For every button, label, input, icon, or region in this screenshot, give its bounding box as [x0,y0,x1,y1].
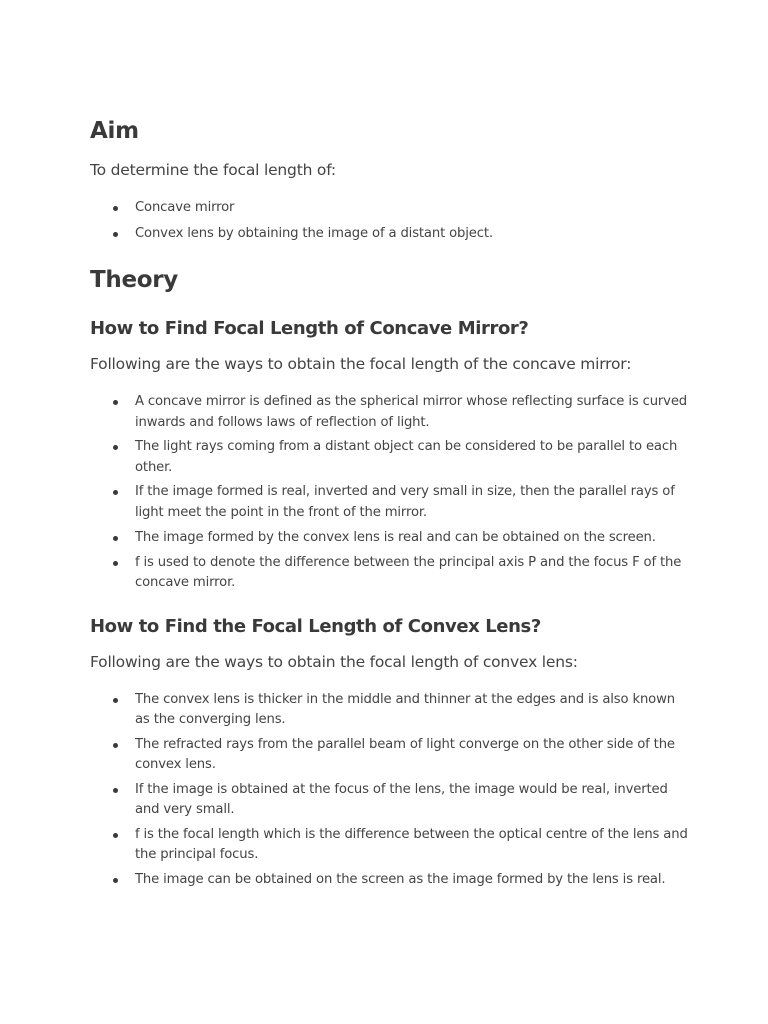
convex-lens-heading: How to Find the Focal Length of Convex Lens? [90,615,541,637]
list-item: If the image formed is real, inverted and very small in size, then the parallel rays of light meet the point in the front of the mirror. [90,482,690,523]
list-item: f is used to denote the difference between the principal axis P and the focus F of the concave mirror. [90,553,690,594]
concave-mirror-intro: Following are the ways to obtain the focal length of the concave mirror: [90,355,632,373]
list-item: Convex lens by obtaining the image of a distant object. [90,224,690,245]
theory-heading: Theory [90,267,178,293]
concave-mirror-heading: How to Find Focal Length of Concave Mirror? [90,318,529,339]
bullet-icon [113,788,118,793]
aim-heading: Aim [90,118,139,144]
convex-lens-intro: Following are the ways to obtain the focal length of convex lens: [90,652,578,671]
bullet-icon [113,536,118,541]
list-item: The convex lens is thicker in the middle and thinner at the edges and is also known as the converging lens. [90,690,690,731]
bullet-icon [113,833,118,838]
list-item: f is the focal length which is the difference between the optical centre of the lens and the principal focus. [90,825,690,866]
bullet-icon [113,445,118,450]
bullet-icon [113,743,118,748]
aim-intro: To determine the focal length of: [90,161,336,179]
bullet-icon [113,878,118,883]
list-item: A concave mirror is defined as the spherical mirror whose reflecting surface is curved inwards and follows laws of reflection of light. [90,392,690,433]
list-item: The light rays coming from a distant object can be considered to be parallel to each other. [90,437,690,478]
bullet-icon [113,232,118,237]
bullet-icon [113,400,118,405]
list-item: Concave mirror [90,198,690,219]
list-item: The image formed by the convex lens is real and can be obtained on the screen. [90,528,690,549]
list-item: The refracted rays from the parallel beam of light converge on the other side of the convex lens. [90,735,690,776]
bullet-icon [113,561,118,566]
bullet-icon [113,698,118,703]
bullet-icon [113,206,118,211]
bullet-icon [113,490,118,495]
document-content [90,116,690,890]
list-item: The image can be obtained on the screen as the image formed by the lens is real. [90,870,690,891]
concave-mirror-list [90,392,690,594]
convex-lens-list [90,690,690,891]
list-item: If the image is obtained at the focus of the lens, the image would be real, inverted and very small. [90,780,690,821]
aim-list [90,198,690,244]
